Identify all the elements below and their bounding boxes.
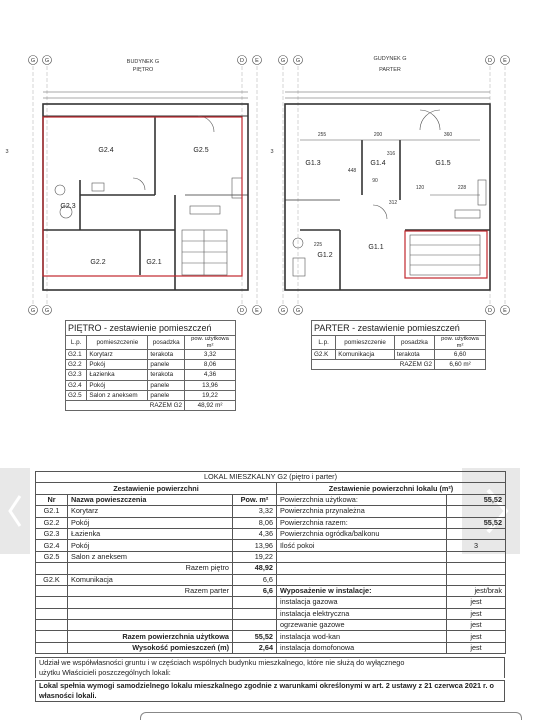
area-value: 55,52	[447, 494, 506, 505]
dimension-label: 312	[388, 200, 398, 206]
area-label: Powierzchnia przynależna	[277, 506, 447, 517]
dimension-label: 225	[313, 242, 323, 248]
parter-table	[311, 320, 486, 370]
column-header: Nazwa powieszczenia	[68, 494, 233, 505]
table-row: G2.5 Salon z aneksem panele 19,22	[66, 390, 236, 400]
total-value: 6,60 m²	[435, 360, 486, 370]
column-header: pow. użytkowa m²	[435, 336, 486, 350]
pietro-total-value: 48,92	[233, 563, 277, 574]
edge-mark: 3	[270, 149, 274, 155]
table-row: G2.2 Pokój 8,06 Powierzchnia razem: 55,52	[36, 517, 506, 528]
table-row	[36, 585, 506, 596]
ownership-note: Udział we współwłasności gruntu i w częściach wspólnych budynku mieszkalnego, które nie służą do wyłącznego użytku Właścicieli poszczególnych lokali:	[35, 657, 505, 678]
usable-total-value: 55,52	[233, 631, 277, 642]
axis-label: D	[488, 308, 492, 314]
column-header: L.p.	[66, 336, 87, 350]
room-label: G1.1	[368, 244, 384, 251]
axis-label: G	[280, 308, 286, 314]
room-label: G2.4	[98, 147, 114, 154]
table-row: G2.K Komunikacja 6,6	[36, 574, 506, 585]
table-row	[36, 563, 506, 574]
area-label: Powierzchnia użytkowa:	[277, 494, 447, 505]
axis-label: E	[503, 58, 507, 64]
equipment-header: jest/brak	[447, 585, 506, 596]
column-header: pomieszczenie	[87, 336, 148, 350]
table-row: G2.K Komunikacja terakota 6,60	[312, 350, 486, 360]
column-header: pomieszczenie	[336, 336, 395, 350]
axis-label: D	[240, 308, 244, 314]
unit-outline	[405, 231, 487, 278]
right-header: Zestawienie powierzchni lokalu (m²)	[277, 483, 506, 494]
room-label: G2.3	[60, 203, 76, 210]
dimension-label: 200	[373, 132, 383, 138]
chevron-left-icon	[0, 468, 30, 554]
room-label: G2.2	[90, 259, 106, 266]
equipment-label: Wyposażenie w instalacje:	[277, 585, 447, 596]
dimension-label: 448	[347, 168, 357, 174]
dimension-label: 228	[457, 185, 467, 191]
parter-table-title: PARTER - zestawienie pomieszczeń	[312, 321, 486, 336]
area-label: Powierzchnia razem:	[277, 517, 447, 528]
table-total-row	[66, 400, 236, 410]
axis-label: E	[255, 58, 259, 64]
table-row: G2.1 Korytarz terakota 3,32	[66, 350, 236, 360]
table-row: Wysokość pomieszczeń (m) 2,64 instalacja domofonowa jest	[36, 642, 506, 653]
axis-label: G	[280, 58, 286, 64]
total-value: 48,92 m²	[185, 400, 236, 410]
room-label: G1.5	[435, 160, 451, 167]
dimension-label: 360	[443, 132, 453, 138]
left-header: Zestawienie powierzchni	[36, 483, 277, 494]
plan-right-level: PARTER	[379, 67, 401, 73]
axis-label: G	[44, 308, 50, 314]
axis-label: E	[503, 308, 507, 314]
table-row: ogrzewanie gazowe jest	[36, 620, 506, 631]
previous-page-button[interactable]	[0, 468, 30, 554]
parter-total-label: Razem parter	[68, 585, 233, 596]
axis-label: G	[295, 58, 301, 64]
table-row: Razem powierzchnia użytkowa 55,52 instalacja wod-kan jest	[36, 631, 506, 642]
table-row: G2.1 Korytarz 3,32 Powierzchnia przynależna	[36, 506, 506, 517]
pietro-table-title: PIĘTRO - zestawienie pomieszczeń	[66, 321, 236, 336]
table-row: G2.3 Łazienka terakota 4,36	[66, 370, 236, 380]
pietro-table	[65, 320, 236, 411]
column-header: L.p.	[312, 336, 336, 350]
dimension-label: 316	[386, 151, 396, 157]
summary-title: LOKAL MIESZKALNY G2 (piętro i parter)	[36, 472, 506, 483]
room-label: G2.5	[193, 147, 209, 154]
summary-table	[35, 471, 506, 654]
floor-plans	[0, 0, 540, 320]
axis-label: D	[240, 58, 244, 64]
column-header: Nr	[36, 494, 68, 505]
plan-left-level: PIĘTRO	[132, 67, 154, 73]
room-label: G2.1	[146, 259, 162, 266]
room-label: G1.4	[370, 160, 386, 167]
plan-right-building: GUDYNEK G	[373, 56, 407, 62]
column-header: posadzka	[394, 336, 434, 350]
area-label: Ilość pokoi	[277, 540, 447, 551]
area-label: Powierzchnia ogródka/balkonu	[277, 528, 447, 539]
room-label: G1.2	[317, 252, 333, 259]
axis-label: G	[295, 308, 301, 314]
table-row: G2.4 Pokój panele 13,96	[66, 380, 236, 390]
plan-left-building: BUDYNEK G	[126, 59, 160, 65]
edge-mark: 3	[5, 149, 9, 155]
table-row: instalacja gazowa jest	[36, 597, 506, 608]
column-header: posadzka	[148, 336, 185, 350]
dimension-label: 90	[372, 178, 378, 184]
axis-label: G	[30, 308, 36, 314]
dimension-label: 120	[415, 185, 425, 191]
total-label: RAZEM G2	[312, 360, 435, 370]
table-total-row	[312, 360, 486, 370]
usable-total-label: Razem powierzchnia użytkowa	[68, 631, 233, 642]
compliance-note: Lokal spełnia wymogi samodzielnego lokalu mieszkalnego zgodnie z warunkami określonymi w art. 2 ustawy z 21 czerwca 2021 r. o własności lokali.	[35, 680, 505, 702]
parter-total-value: 6,6	[233, 585, 277, 596]
table-row: G2.2 Pokój panele 8,06	[66, 360, 236, 370]
height-label: Wysokość pomieszczeń (m)	[68, 642, 233, 653]
room-label: G1.3	[305, 160, 321, 167]
table-row: G2.4 Pokój 13,96 Ilość pokoi 3	[36, 540, 506, 551]
column-header: Pow. m²	[233, 494, 277, 505]
total-label: RAZEM G2	[66, 400, 185, 410]
axis-label: G	[30, 58, 36, 64]
column-header: pow. użytkowa m²	[185, 336, 236, 350]
axis-label: G	[44, 58, 50, 64]
table-row: G2.3 Łazienka 4,36 Powierzchnia ogródka/balkonu	[36, 528, 506, 539]
pietro-total-label: Razem piętro	[68, 563, 233, 574]
table-row: instalacja elektryczna jest	[36, 608, 506, 619]
axis-label: D	[488, 58, 492, 64]
height-value: 2,64	[233, 642, 277, 653]
axis-label: E	[255, 308, 259, 314]
dimension-label: 255	[317, 132, 327, 138]
table-row: G2.5 Salon z aneksem 19,22	[36, 551, 506, 562]
